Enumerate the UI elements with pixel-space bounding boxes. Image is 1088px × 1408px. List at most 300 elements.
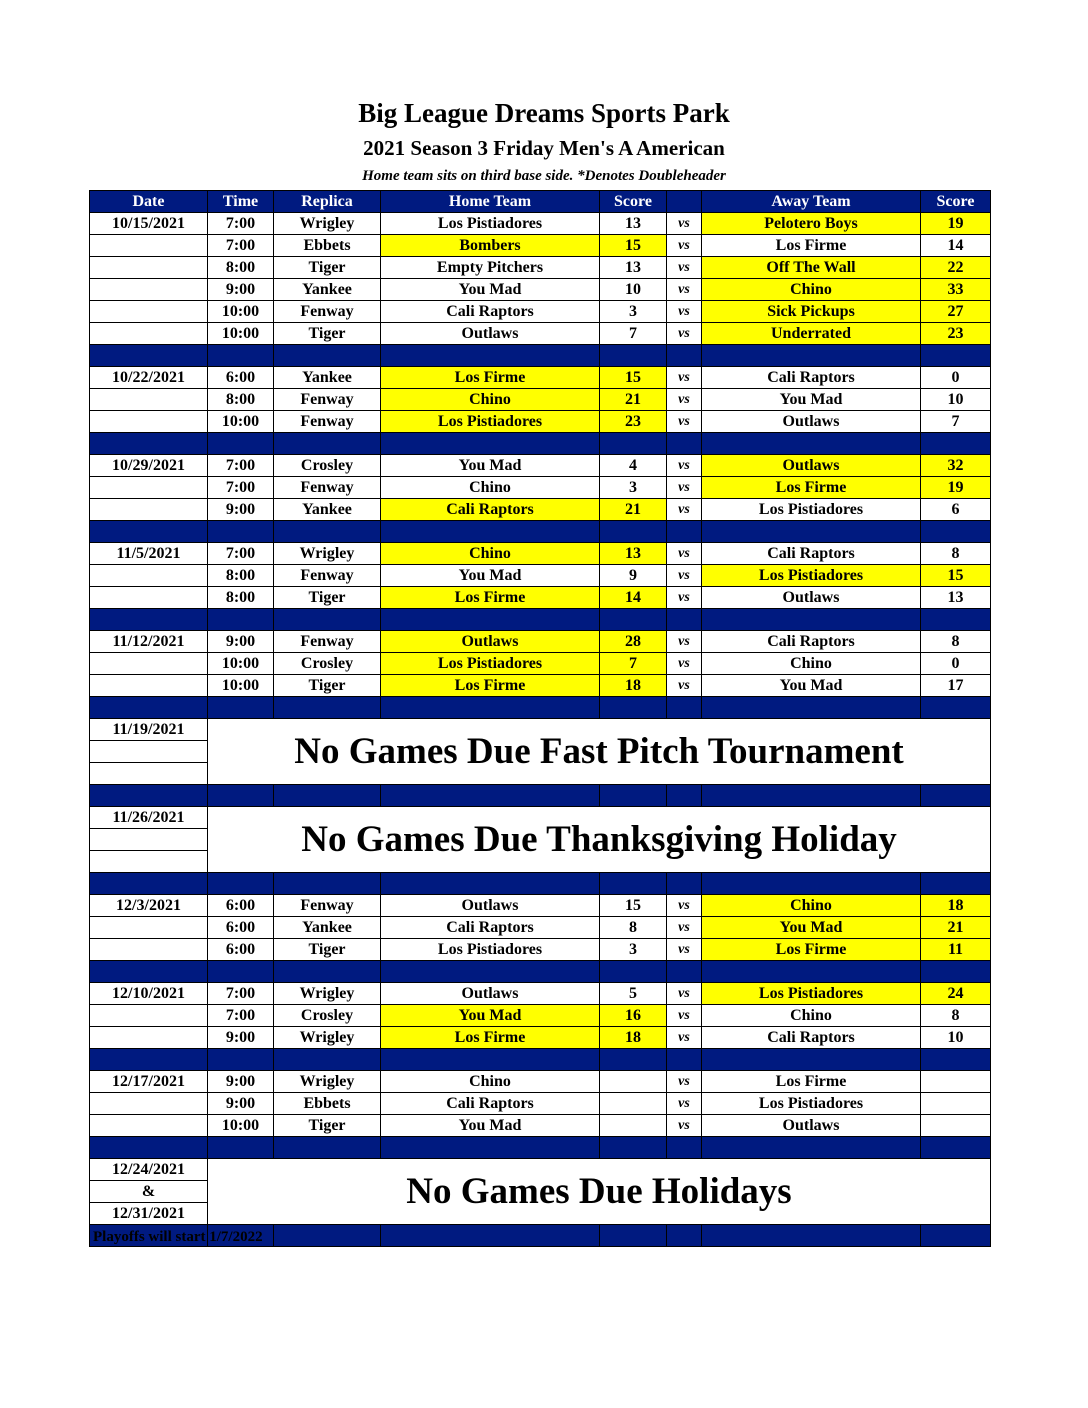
away-team: Outlaws [702,587,921,609]
game-date [90,235,208,257]
home-team: You Mad [381,279,600,301]
separator-cell [381,433,600,455]
away-team: Los Firme [702,939,921,961]
game-field: Fenway [274,477,381,499]
away-score: 22 [921,257,991,279]
game-time: 7:00 [208,213,274,235]
game-time: 9:00 [208,1093,274,1115]
separator-cell [381,785,600,807]
separator-cell [90,873,208,895]
away-team: You Mad [702,917,921,939]
header-row [90,191,991,213]
game-field: Fenway [274,389,381,411]
separator-cell [921,433,991,455]
game-date [90,675,208,697]
separator-cell [381,1049,600,1071]
game-field: Wrigley [274,543,381,565]
separator-cell [667,697,702,719]
home-score: 3 [600,939,667,961]
no-games-message: No Games Due Thanksgiving Holiday [208,807,991,873]
game-date [90,565,208,587]
home-score: 7 [600,323,667,345]
separator-cell [208,1137,274,1159]
game-field: Yankee [274,367,381,389]
separator-cell [921,873,991,895]
game-time: 6:00 [208,895,274,917]
away-score: 15 [921,565,991,587]
separator-cell [921,1225,991,1247]
home-score: 15 [600,367,667,389]
game-field: Fenway [274,411,381,433]
separator-cell [921,961,991,983]
game-time: 6:00 [208,939,274,961]
game-field: Tiger [274,939,381,961]
game-field: Yankee [274,279,381,301]
game-row [90,301,991,323]
game-row [90,587,991,609]
schedule-table [89,190,991,1247]
separator-row [90,697,991,719]
game-time: 10:00 [208,411,274,433]
game-field: Yankee [274,917,381,939]
separator-cell [702,609,921,631]
separator-cell [208,609,274,631]
game-date [90,917,208,939]
separator-cell [667,433,702,455]
vs-label: vs [667,631,702,653]
away-score [921,1115,991,1137]
no-games-row [90,719,991,741]
vs-label: vs [667,279,702,301]
game-row [90,257,991,279]
separator-cell [702,433,921,455]
separator-cell [274,433,381,455]
game-date: 12/3/2021 [90,895,208,917]
game-time: 7:00 [208,477,274,499]
game-date [90,301,208,323]
col-vs [667,191,702,213]
separator-cell [667,1225,702,1247]
separator-cell [208,697,274,719]
separator-cell [208,521,274,543]
page-title: Big League Dreams Sports Park [358,98,730,128]
away-team: You Mad [702,389,921,411]
game-row [90,499,991,521]
away-score: 10 [921,389,991,411]
no-games-row [90,807,991,829]
home-score: 3 [600,477,667,499]
separator-cell [90,433,208,455]
game-row [90,455,991,477]
home-score: 13 [600,543,667,565]
game-field: Ebbets [274,235,381,257]
game-row [90,367,991,389]
col-time: Time [208,191,274,213]
separator-cell [274,873,381,895]
vs-label: vs [667,1115,702,1137]
away-team: Los Firme [702,235,921,257]
separator-cell [600,697,667,719]
home-team: Los Firme [381,1027,600,1049]
home-team: Cali Raptors [381,301,600,323]
game-time: 6:00 [208,367,274,389]
home-score: 5 [600,983,667,1005]
separator-cell [702,697,921,719]
schedule-body [90,213,991,1247]
no-games-date [90,763,208,785]
vs-label: vs [667,939,702,961]
game-time: 10:00 [208,653,274,675]
game-field: Wrigley [274,1071,381,1093]
away-team: Chino [702,1005,921,1027]
game-row [90,1115,991,1137]
away-score: 14 [921,235,991,257]
game-date [90,279,208,301]
away-score: 0 [921,367,991,389]
separator-cell [667,1049,702,1071]
game-date: 10/29/2021 [90,455,208,477]
no-games-date: 12/24/2021 [90,1159,208,1181]
vs-label: vs [667,301,702,323]
home-score: 28 [600,631,667,653]
game-field: Tiger [274,323,381,345]
no-games-message: No Games Due Holidays [208,1159,991,1225]
separator-cell [381,609,600,631]
vs-label: vs [667,1093,702,1115]
separator-row [90,521,991,543]
home-score: 13 [600,213,667,235]
game-date [90,1027,208,1049]
away-team: Los Pistiadores [702,1093,921,1115]
separator-cell [381,1137,600,1159]
away-team: Los Pistiadores [702,499,921,521]
separator-cell [600,785,667,807]
col-home-score: Score [600,191,667,213]
vs-label: vs [667,411,702,433]
vs-label: vs [667,1005,702,1027]
separator-cell [90,609,208,631]
away-team: Outlaws [702,411,921,433]
vs-label: vs [667,565,702,587]
away-score: 33 [921,279,991,301]
separator-cell [208,785,274,807]
separator-cell [274,521,381,543]
home-score: 10 [600,279,667,301]
away-team: Cali Raptors [702,1027,921,1049]
vs-label: vs [667,543,702,565]
away-team: Outlaws [702,455,921,477]
game-time: 8:00 [208,587,274,609]
game-date [90,587,208,609]
game-field: Tiger [274,257,381,279]
away-score: 18 [921,895,991,917]
game-field: Crosley [274,653,381,675]
separator-cell [208,961,274,983]
home-score: 9 [600,565,667,587]
separator-cell [921,1137,991,1159]
game-time: 9:00 [208,631,274,653]
away-team: Cali Raptors [702,631,921,653]
game-time: 9:00 [208,1071,274,1093]
game-date: 10/22/2021 [90,367,208,389]
game-row [90,1005,991,1027]
game-time: 7:00 [208,455,274,477]
separator-cell [208,345,274,367]
separator-cell [381,345,600,367]
separator-cell [274,785,381,807]
separator-cell [274,1225,381,1247]
game-time: 10:00 [208,675,274,697]
vs-label: vs [667,455,702,477]
separator-cell [208,1049,274,1071]
away-team: Chino [702,279,921,301]
game-field: Fenway [274,631,381,653]
separator-cell [274,609,381,631]
col-away-team: Away Team [702,191,921,213]
game-date [90,477,208,499]
home-score: 7 [600,653,667,675]
vs-label: vs [667,653,702,675]
game-time: 7:00 [208,543,274,565]
away-team: Cali Raptors [702,367,921,389]
home-team: Chino [381,1071,600,1093]
vs-label: vs [667,917,702,939]
game-row [90,1027,991,1049]
home-team: You Mad [381,1005,600,1027]
separator-cell [274,1049,381,1071]
game-time: 9:00 [208,499,274,521]
col-date: Date [90,191,208,213]
schedule-note: Home team sits on third base side. *Denotes Doubleheader [362,168,726,184]
no-games-row [90,1159,991,1181]
home-team: Outlaws [381,983,600,1005]
game-row [90,323,991,345]
away-score: 23 [921,323,991,345]
home-team: Outlaws [381,631,600,653]
away-score: 21 [921,917,991,939]
separator-cell [921,345,991,367]
away-score: 19 [921,477,991,499]
away-score: 6 [921,499,991,521]
separator-cell [274,345,381,367]
game-date [90,257,208,279]
away-score: 13 [921,587,991,609]
game-time: 7:00 [208,235,274,257]
game-date: 11/12/2021 [90,631,208,653]
game-date [90,1005,208,1027]
no-games-date: 11/19/2021 [90,719,208,741]
home-team: Outlaws [381,895,600,917]
game-time: 8:00 [208,389,274,411]
away-team: Chino [702,653,921,675]
game-field: Crosley [274,455,381,477]
game-field: Fenway [274,301,381,323]
game-date: 12/17/2021 [90,1071,208,1093]
game-row [90,279,991,301]
away-score: 17 [921,675,991,697]
home-score: 3 [600,301,667,323]
game-row [90,895,991,917]
separator-row [90,433,991,455]
game-time: 9:00 [208,279,274,301]
game-date [90,389,208,411]
separator-row [90,1049,991,1071]
home-team: Chino [381,389,600,411]
col-away-score: Score [921,191,991,213]
separator-cell [600,521,667,543]
vs-label: vs [667,235,702,257]
away-score: 24 [921,983,991,1005]
game-time: 8:00 [208,565,274,587]
separator-cell [702,1049,921,1071]
away-team: Outlaws [702,1115,921,1137]
separator-row [90,345,991,367]
separator-cell [702,1225,921,1247]
game-field: Wrigley [274,213,381,235]
game-time: 6:00 [208,917,274,939]
separator-cell [274,1137,381,1159]
game-row [90,543,991,565]
separator-row [90,961,991,983]
game-date [90,1115,208,1137]
game-date: 12/10/2021 [90,983,208,1005]
game-row [90,1093,991,1115]
away-score: 0 [921,653,991,675]
home-team: Los Firme [381,587,600,609]
vs-label: vs [667,323,702,345]
separator-cell [921,785,991,807]
away-team: Underrated [702,323,921,345]
home-score: 18 [600,1027,667,1049]
vs-label: vs [667,1027,702,1049]
home-team: Cali Raptors [381,1093,600,1115]
away-score [921,1093,991,1115]
separator-cell [600,1137,667,1159]
game-date [90,499,208,521]
separator-cell [921,521,991,543]
vs-label: vs [667,257,702,279]
separator-cell [381,1225,600,1247]
game-field: Crosley [274,1005,381,1027]
away-team: Sick Pickups [702,301,921,323]
separator-cell [90,1049,208,1071]
game-row [90,631,991,653]
home-score: 15 [600,235,667,257]
game-time: 7:00 [208,1005,274,1027]
separator-cell [667,609,702,631]
no-games-message: No Games Due Fast Pitch Tournament [208,719,991,785]
game-row [90,477,991,499]
home-score: 15 [600,895,667,917]
away-score: 8 [921,1005,991,1027]
separator-cell [667,961,702,983]
away-score: 8 [921,543,991,565]
away-team: Los Pistiadores [702,983,921,1005]
game-row [90,939,991,961]
separator-cell [702,785,921,807]
separator-cell [274,961,381,983]
page-subtitle: 2021 Season 3 Friday Men's A American [363,136,725,160]
separator-cell [90,521,208,543]
away-team: Off The Wall [702,257,921,279]
vs-label: vs [667,675,702,697]
home-score: 14 [600,587,667,609]
game-time: 10:00 [208,323,274,345]
separator-cell [702,521,921,543]
game-field: Wrigley [274,983,381,1005]
away-team: Los Firme [702,477,921,499]
away-team: Los Firme [702,1071,921,1093]
no-games-date: & [90,1181,208,1203]
game-field: Wrigley [274,1027,381,1049]
separator-cell [600,873,667,895]
home-team: Chino [381,543,600,565]
separator-cell [208,873,274,895]
game-row [90,411,991,433]
vs-label: vs [667,895,702,917]
separator-cell [600,345,667,367]
game-row [90,917,991,939]
separator-cell [702,345,921,367]
home-score: 21 [600,499,667,521]
game-date [90,1093,208,1115]
game-time: 8:00 [208,257,274,279]
separator-cell [90,1137,208,1159]
game-time: 9:00 [208,1027,274,1049]
separator-row [90,609,991,631]
separator-cell [600,1049,667,1071]
home-team: Los Pistiadores [381,653,600,675]
vs-label: vs [667,983,702,1005]
separator-cell [667,1137,702,1159]
away-score: 7 [921,411,991,433]
game-field: Fenway [274,895,381,917]
game-date [90,411,208,433]
separator-cell [667,873,702,895]
home-team: Los Firme [381,367,600,389]
separator-cell [274,697,381,719]
game-time: 7:00 [208,983,274,1005]
no-games-date: 12/31/2021 [90,1203,208,1225]
separator-cell [921,697,991,719]
away-score: 27 [921,301,991,323]
col-replica: Replica [274,191,381,213]
vs-label: vs [667,587,702,609]
home-team: Chino [381,477,600,499]
separator-cell [90,785,208,807]
home-team: You Mad [381,565,600,587]
game-row [90,1071,991,1093]
game-field: Tiger [274,587,381,609]
game-row [90,565,991,587]
separator-cell [600,1225,667,1247]
game-row [90,983,991,1005]
separator-cell [702,961,921,983]
separator-cell [667,785,702,807]
home-team: Cali Raptors [381,917,600,939]
separator-cell [600,433,667,455]
away-team: You Mad [702,675,921,697]
away-team: Los Pistiadores [702,565,921,587]
vs-label: vs [667,477,702,499]
home-score: 18 [600,675,667,697]
separator-cell [90,961,208,983]
separator-cell [600,961,667,983]
col-home-team: Home Team [381,191,600,213]
game-row [90,235,991,257]
no-games-date: 11/26/2021 [90,807,208,829]
separator-cell [921,609,991,631]
